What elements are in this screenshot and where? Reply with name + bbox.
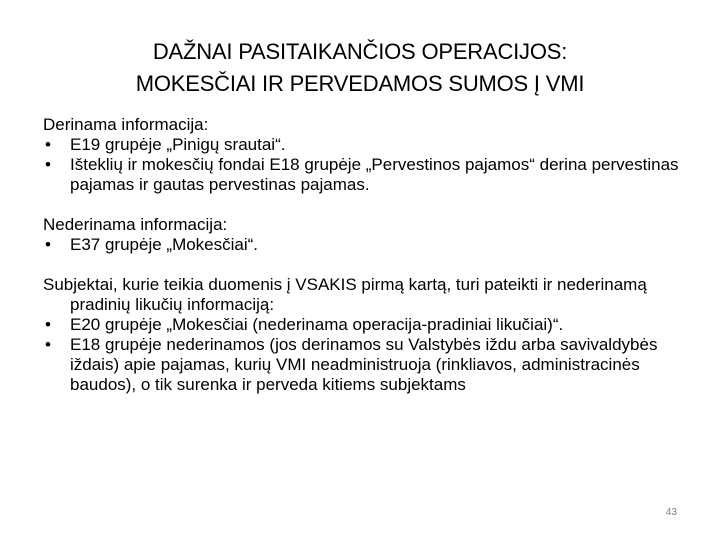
unmatched-info-list [43,235,693,255]
list-item [43,315,693,335]
list-item [43,235,693,255]
unmatched-info-section [43,215,693,255]
list-item-text: E20 grupėje „Mokesčiai (nederinama operacija-pradiniai likučiai)“. [70,315,564,334]
bullet-icon: • [45,135,51,154]
slide-title [40,36,680,100]
list-item-text: E19 grupėje „Pinigų srautai“. [70,135,286,154]
subjects-list [43,315,693,395]
page-number: 43 [665,507,677,518]
list-item-text: Išteklių ir mokesčių fondai E18 grupėje „Pervestinos pajamos“ derina pervestinas pajamas ir gautas pervestinas pajamas. [70,155,679,194]
slide-title-line-2: MOKESČIAI IR PERVEDAMOS SUMOS Į VMI [135,71,585,96]
matched-info-section [43,115,693,195]
list-item-text: E37 grupėje „Mokesčiai“. [70,235,259,254]
matched-info-list [43,135,693,195]
bullet-icon: • [45,335,51,354]
bullet-icon: • [45,235,51,254]
subjects-heading: Subjektai, kurie teikia duomenis į VSAKIS pirmą kartą, turi pateikti ir nederinamą pradinių likučių informaciją: [43,275,647,314]
list-item-text: E18 grupėje nederinamos (jos derinamos su Valstybės iždu arba savivaldybės iždais) apie pajamas, kurių VMI neadministruoja (rinkliavos, administracinės baudos), o tik surenka ir perveda kitiems subjektams [70,335,658,394]
list-item [43,135,693,155]
bullet-icon: • [45,315,51,334]
slide-title-line-1: DAŽNAI PASITAIKANČIOS OPERACIJOS: [152,39,568,64]
unmatched-info-heading: Nederinama informacija: [43,215,228,234]
bullet-icon: • [45,155,51,174]
list-item [43,155,693,195]
matched-info-heading: Derinama informacija: [43,115,209,134]
subjects-section [43,275,693,395]
slide-body [43,115,693,395]
list-item [43,335,693,395]
